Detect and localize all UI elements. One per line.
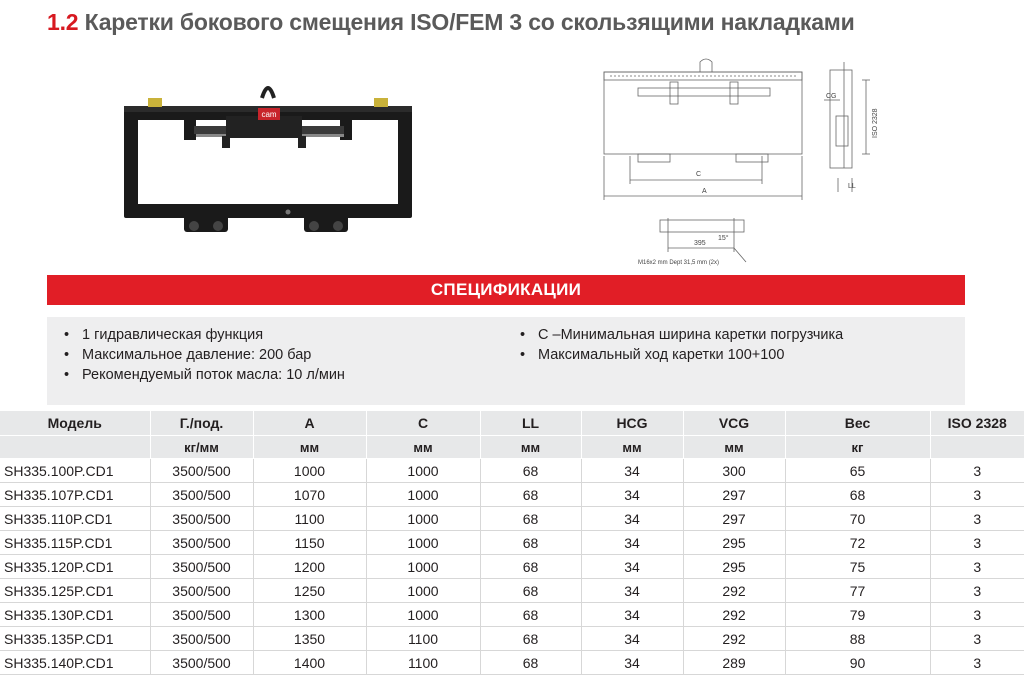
- spec-item: • 1 гидравлическая функция: [64, 325, 345, 345]
- carriage-photo: [118, 74, 418, 240]
- table-cell: 1000: [366, 483, 480, 507]
- table-cell: 3: [930, 507, 1024, 531]
- ll-label: LL: [848, 183, 856, 190]
- unit-cell: мм: [253, 436, 366, 459]
- table-cell: 70: [785, 507, 930, 531]
- model-cell: SH335.115P.CD1: [0, 531, 150, 555]
- dim-c-label: C: [696, 171, 702, 178]
- table-cell: 1350: [253, 627, 366, 651]
- iso-label: ISO 2328: [872, 108, 879, 138]
- table-cell: 68: [480, 651, 581, 675]
- table-cell: 34: [581, 555, 683, 579]
- table-cell: 3: [930, 579, 1024, 603]
- table-cell: 3500/500: [150, 555, 253, 579]
- table-row: [0, 603, 1024, 627]
- table-cell: 68: [480, 531, 581, 555]
- table-cell: 3500/500: [150, 507, 253, 531]
- table-cell: 1100: [366, 627, 480, 651]
- specs-box: [47, 317, 965, 405]
- cg-label: CG: [826, 93, 837, 100]
- table-cell: 65: [785, 459, 930, 483]
- specs-banner: СПЕЦИФИКАЦИИ: [47, 275, 965, 305]
- table-cell: 34: [581, 483, 683, 507]
- unit-cell: мм: [366, 436, 480, 459]
- table-cell: 34: [581, 459, 683, 483]
- table-cell: 68: [480, 459, 581, 483]
- table-cell: 3500/500: [150, 483, 253, 507]
- table-cell: 1000: [366, 603, 480, 627]
- table-cell: 34: [581, 579, 683, 603]
- unit-cell: кг/мм: [150, 436, 253, 459]
- header-cell: Модель: [0, 411, 150, 436]
- table-cell: 289: [683, 651, 785, 675]
- table-cell: 3: [930, 531, 1024, 555]
- table-cell: 1250: [253, 579, 366, 603]
- table-cell: 297: [683, 483, 785, 507]
- table-cell: 3500/500: [150, 603, 253, 627]
- table-cell: 34: [581, 651, 683, 675]
- table-cell: 68: [480, 603, 581, 627]
- table-cell: 1150: [253, 531, 366, 555]
- spec-item: • C –Минимальная ширина каретки погрузчика: [520, 325, 843, 345]
- model-cell: SH335.140P.CD1: [0, 651, 150, 675]
- table-cell: 3500/500: [150, 531, 253, 555]
- header-cell: C: [366, 411, 480, 436]
- model-cell: SH335.100P.CD1: [0, 459, 150, 483]
- table-row: [0, 459, 1024, 483]
- unit-cell: мм: [581, 436, 683, 459]
- section-title: Каретки бокового смещения ISO/FEM 3 со скользящими накладками: [84, 9, 855, 35]
- table-cell: 295: [683, 555, 785, 579]
- unit-cell: [930, 436, 1024, 459]
- table-units-row: [0, 436, 1024, 459]
- table-cell: 68: [480, 483, 581, 507]
- table-cell: 1070: [253, 483, 366, 507]
- table-cell: 1000: [366, 507, 480, 531]
- spec-item: • Рекомендуемый поток масла: 10 л/мин: [64, 365, 345, 385]
- table-cell: 1000: [366, 531, 480, 555]
- table-cell: 34: [581, 531, 683, 555]
- table-cell: 3500/500: [150, 459, 253, 483]
- table-cell: 3: [930, 459, 1024, 483]
- table-cell: 34: [581, 507, 683, 531]
- unit-cell: кг: [785, 436, 930, 459]
- table-cell: 1000: [366, 459, 480, 483]
- technical-drawing: [590, 52, 890, 268]
- model-cell: SH335.120P.CD1: [0, 555, 150, 579]
- table-cell: 3: [930, 555, 1024, 579]
- header-cell: Г./под.: [150, 411, 253, 436]
- table-cell: 3500/500: [150, 579, 253, 603]
- thread-note: M16x2 mm Dept 31,5 mm (2x): [638, 260, 720, 266]
- model-cell: SH335.130P.CD1: [0, 603, 150, 627]
- table-cell: 3500/500: [150, 651, 253, 675]
- spec-item: • Максимальный ход каретки 100+100: [520, 345, 843, 365]
- table-cell: 3: [930, 651, 1024, 675]
- dim-angle-label: 15°: [718, 235, 729, 242]
- table-cell: 1000: [253, 459, 366, 483]
- table-row: [0, 507, 1024, 531]
- section-number: 1.2: [47, 9, 79, 35]
- table-cell: 68: [480, 507, 581, 531]
- header-cell: VCG: [683, 411, 785, 436]
- header-cell: A: [253, 411, 366, 436]
- table-cell: 297: [683, 507, 785, 531]
- table-header-row: [0, 411, 1024, 436]
- model-cell: SH335.107P.CD1: [0, 483, 150, 507]
- table-cell: 34: [581, 603, 683, 627]
- table-cell: 292: [683, 579, 785, 603]
- header-cell: ISO 2328: [930, 411, 1024, 436]
- model-cell: SH335.135P.CD1: [0, 627, 150, 651]
- table-cell: 68: [480, 579, 581, 603]
- table-cell: 3: [930, 603, 1024, 627]
- table-cell: 88: [785, 627, 930, 651]
- table-cell: 295: [683, 531, 785, 555]
- table-cell: 1100: [253, 507, 366, 531]
- table-cell: 292: [683, 603, 785, 627]
- table-cell: 300: [683, 459, 785, 483]
- brand-label: cam: [261, 110, 277, 119]
- dim-a-label: A: [702, 188, 707, 195]
- model-cell: SH335.110P.CD1: [0, 507, 150, 531]
- spec-table: [0, 411, 1024, 675]
- unit-cell: мм: [480, 436, 581, 459]
- table-cell: 292: [683, 627, 785, 651]
- table-cell: 3: [930, 483, 1024, 507]
- specs-list-right: [520, 325, 843, 365]
- table-cell: 77: [785, 579, 930, 603]
- table-cell: 68: [480, 555, 581, 579]
- table-cell: 1000: [366, 579, 480, 603]
- table-row: [0, 579, 1024, 603]
- table-cell: 1400: [253, 651, 366, 675]
- header-cell: HCG: [581, 411, 683, 436]
- table-cell: 3500/500: [150, 627, 253, 651]
- table-cell: 68: [480, 627, 581, 651]
- header-cell: LL: [480, 411, 581, 436]
- table-cell: 3: [930, 627, 1024, 651]
- table-cell: 90: [785, 651, 930, 675]
- model-cell: SH335.125P.CD1: [0, 579, 150, 603]
- table-cell: 72: [785, 531, 930, 555]
- table-row: [0, 627, 1024, 651]
- table-row: [0, 531, 1024, 555]
- unit-cell: мм: [683, 436, 785, 459]
- table-cell: 1100: [366, 651, 480, 675]
- table-cell: 34: [581, 627, 683, 651]
- table-cell: 79: [785, 603, 930, 627]
- table-cell: 75: [785, 555, 930, 579]
- table-row: [0, 651, 1024, 675]
- dim-395-label: 395: [694, 240, 706, 247]
- table-row: [0, 555, 1024, 579]
- header-cell: Вес: [785, 411, 930, 436]
- table-cell: 1000: [366, 555, 480, 579]
- table-cell: 68: [785, 483, 930, 507]
- table-cell: 1200: [253, 555, 366, 579]
- spec-item: • Максимальное давление: 200 бар: [64, 345, 345, 365]
- page-title: [47, 9, 855, 36]
- specs-list-left: [64, 325, 345, 385]
- table-row: [0, 483, 1024, 507]
- unit-cell: [0, 436, 150, 459]
- table-cell: 1300: [253, 603, 366, 627]
